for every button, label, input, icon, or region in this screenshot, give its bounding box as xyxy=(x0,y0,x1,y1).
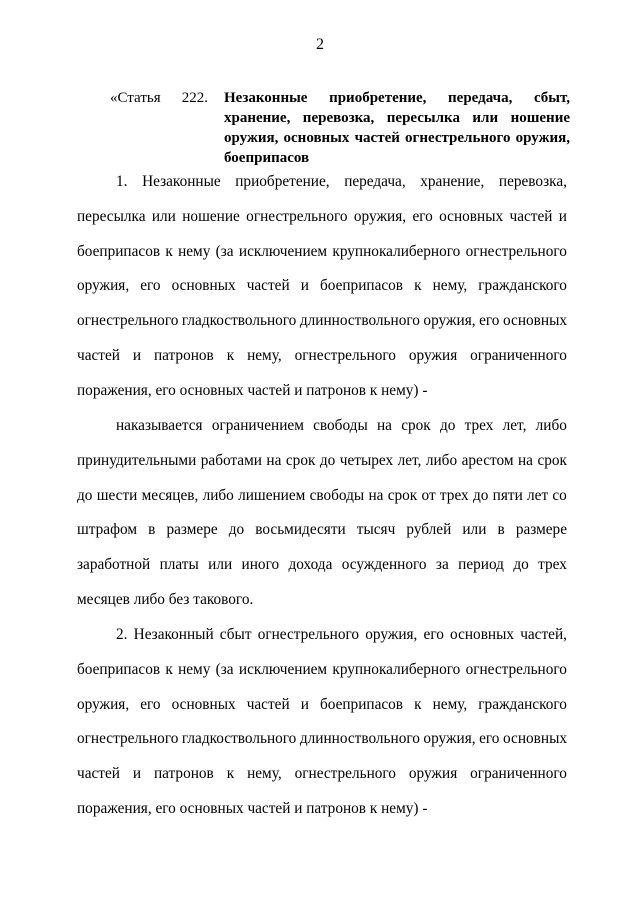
line-text: 1. Незаконные приобретение, передача, хранение, перевозка, xyxy=(116,173,567,190)
paragraph-line xyxy=(0,170,640,194)
paragraph-line xyxy=(0,762,640,786)
paragraph-line xyxy=(0,449,640,473)
article-number: 222. xyxy=(181,90,208,106)
line-text: частей и патронов к нему, огнестрельного оружия ограниченного xyxy=(77,765,567,783)
article-title: Незаконные приобретение, передача, сбыт, хранение, перевозка, пересылка или ношение оружия, основных частей огнестрельного оружия, боеприпасов xyxy=(224,90,570,166)
article-heading xyxy=(110,88,570,168)
paragraph-line xyxy=(0,240,640,264)
paragraph-line xyxy=(0,658,640,682)
line-text: заработной платы или иного дохода осужденного за период до трех xyxy=(77,556,567,574)
line-text: до шести месяцев, либо лишением свободы на срок от трех до пяти лет со xyxy=(77,486,567,504)
paragraph-line xyxy=(0,623,640,647)
line-text: огнестрельного гладкоствольного длинноствольного оружия, его основных xyxy=(77,312,567,330)
line-text: поражения, его основных частей и патронов к нему) - xyxy=(77,381,428,399)
page-number: 2 xyxy=(316,36,324,53)
paragraph-line xyxy=(0,414,640,438)
paragraph-line xyxy=(0,693,640,717)
line-text: штрафом в размере до восьмидесяти тысяч рублей или в размере xyxy=(77,521,567,539)
line-text: принудительными работами на срок до четырех лет, либо арестом на срок xyxy=(77,451,567,469)
line-text: поражения, его основных частей и патронов к нему) - xyxy=(77,800,428,817)
line-text: наказывается ограничением свободы на срок до трех лет, либо xyxy=(116,417,567,434)
line-text: частей и патронов к нему, огнестрельного оружия ограниченного xyxy=(77,347,567,364)
paragraph-line xyxy=(0,379,640,403)
line-text: оружия, его основных частей и боеприпасов к нему, гражданского xyxy=(77,695,567,713)
line-text: огнестрельного гладкоствольного длинноствольного оружия, его основных xyxy=(77,730,567,748)
article-label xyxy=(110,88,224,168)
paragraph-line xyxy=(0,484,640,508)
paragraph-line xyxy=(0,274,640,298)
paragraph-line xyxy=(0,553,640,577)
paragraph-line xyxy=(0,205,640,229)
line-text: боеприпасов к нему (за исключением крупнокалиберного огнестрельного xyxy=(77,660,567,678)
paragraph-line xyxy=(0,518,640,542)
paragraph-line xyxy=(0,309,640,333)
paragraph-line xyxy=(0,588,640,612)
line-text: боеприпасов к нему (за исключением крупнокалиберного огнестрельного xyxy=(77,242,567,260)
line-text: пересылка или ношение огнестрельного оружия, его основных частей и xyxy=(77,207,567,225)
paragraph-line xyxy=(0,727,640,751)
line-text: оружия, его основных частей и боеприпасов к нему, гражданского xyxy=(77,277,567,295)
line-text: 2. Незаконный сбыт огнестрельного оружия, его основных частей, xyxy=(116,626,567,643)
article-label-prefix: «Статья xyxy=(110,90,161,106)
paragraph-line xyxy=(0,797,640,821)
paragraph-line xyxy=(0,344,640,368)
line-text: месяцев либо без такового. xyxy=(77,591,254,608)
